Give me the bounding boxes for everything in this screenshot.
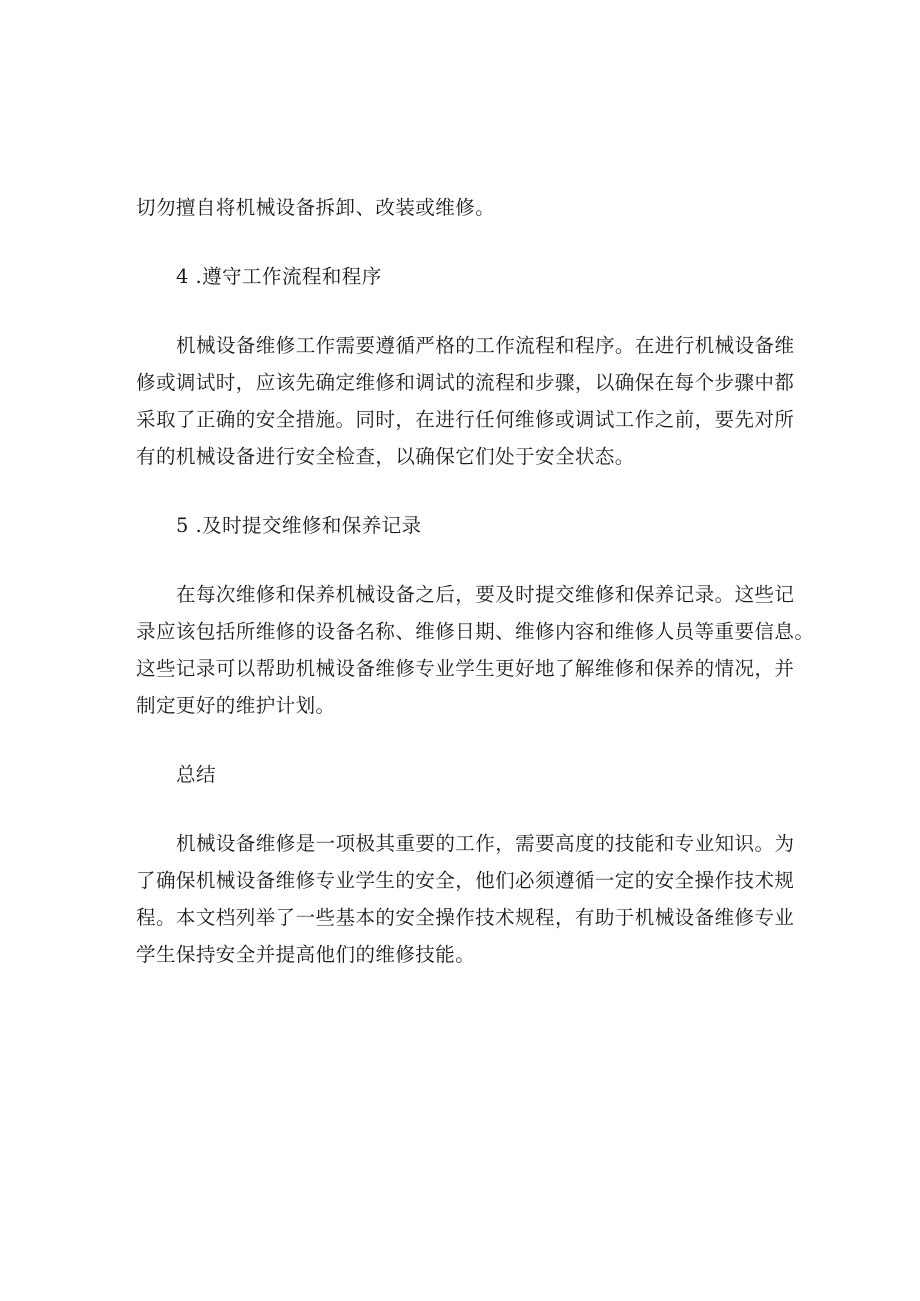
paragraph-line: 修或调试时，应该先确定维修和调试的流程和步骤，以确保在每个步骤中都 <box>136 371 795 394</box>
summary-paragraph <box>136 825 796 973</box>
paragraph-line: 机械设备维修工作需要遵循严格的工作流程和程序。在进行机械设备维 <box>176 334 795 357</box>
paragraph-line: 了确保机械设备维修专业学生的安全，他们必须遵循一定的安全操作技术规 <box>136 869 795 892</box>
paragraph-line: 程。本文档列举了一些基本的安全操作技术规程，有助于机械设备维修专业 <box>136 906 795 929</box>
section-4-heading: 4 .遵守工作流程和程序 <box>176 265 382 288</box>
section-4-paragraph <box>136 327 796 475</box>
paragraph-line: 有的机械设备进行安全检查，以确保它们处于安全状态。 <box>136 445 635 468</box>
paragraph-line: 采取了正确的安全措施。同时，在进行任何维修或调试工作之前，要先对所 <box>136 408 795 431</box>
paragraph-line: 学生保持安全并提高他们的维修技能。 <box>136 943 476 966</box>
continuation-line: 切勿擅自将机械设备拆卸、改装或维修。 <box>136 196 496 219</box>
paragraph-line: 录应该包括所维修的设备名称、维修日期、维修内容和维修人员等重要信息。 <box>136 620 815 643</box>
document-body <box>136 189 815 973</box>
summary-heading: 总结 <box>176 763 216 786</box>
section-5-paragraph <box>136 576 815 724</box>
paragraph-line: 制定更好的维护计划。 <box>136 694 336 717</box>
section-5-heading: 5 .及时提交维修和保养记录 <box>176 514 422 537</box>
paragraph-line: 这些记录可以帮助机械设备维修专业学生更好地了解维修和保养的情况，并 <box>136 657 795 680</box>
paragraph-line: 在每次维修和保养机械设备之后，要及时提交维修和保养记录。这些记 <box>176 583 795 606</box>
paragraph-line: 机械设备维修是一项极其重要的工作，需要高度的技能和专业知识。为 <box>176 832 795 855</box>
